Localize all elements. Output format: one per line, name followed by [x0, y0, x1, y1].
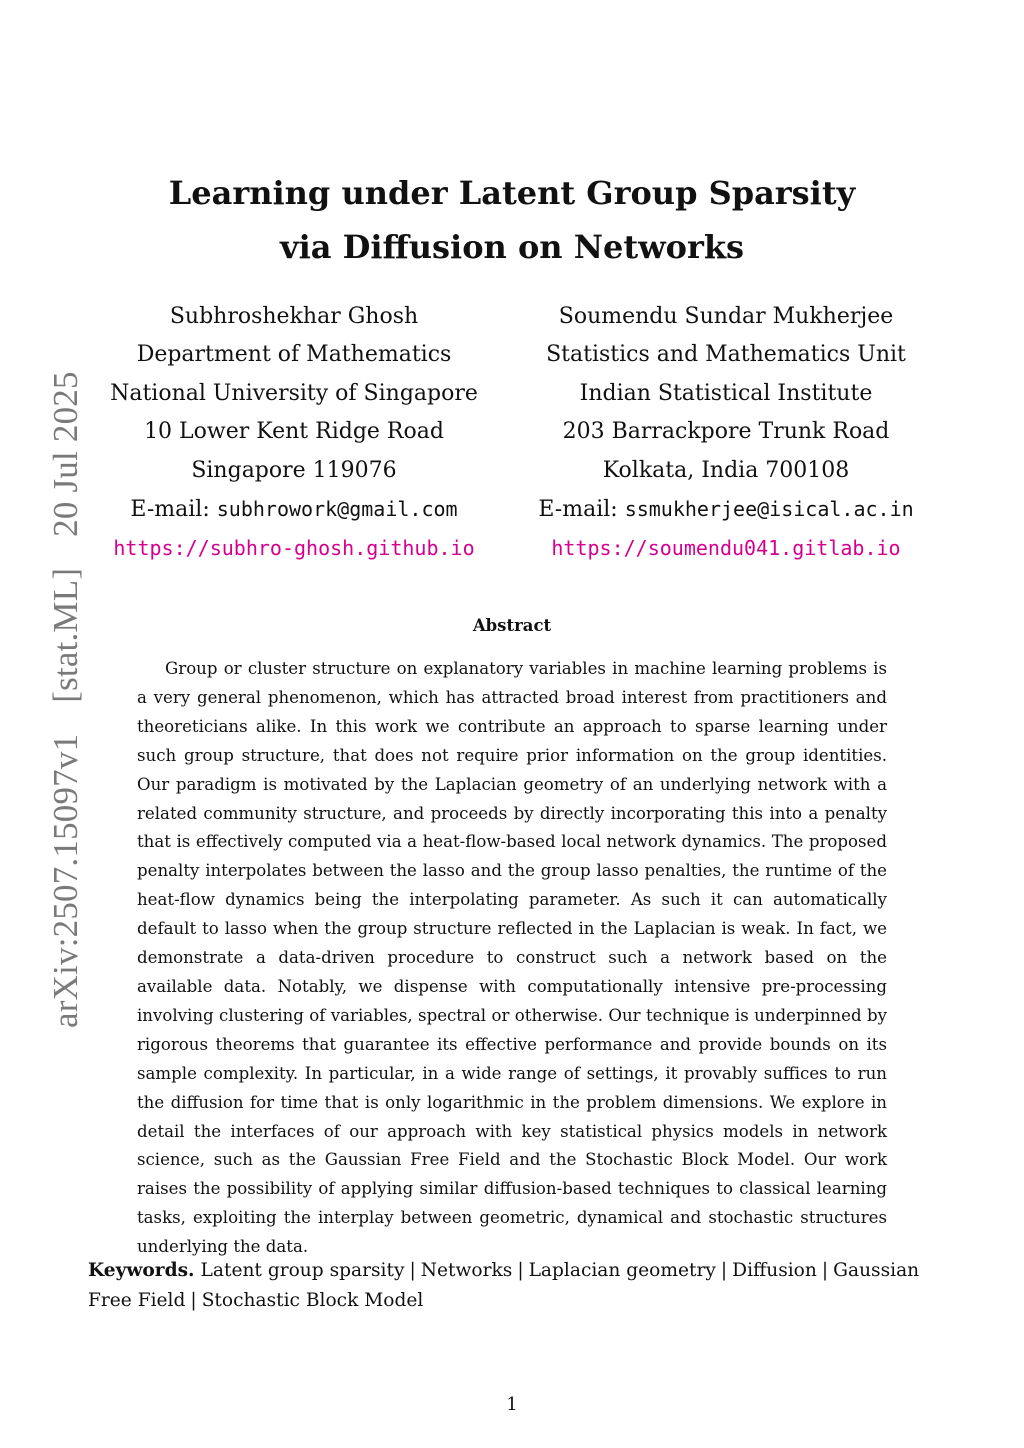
email-label: E-mail: — [130, 497, 210, 523]
author-block-2 — [520, 298, 932, 568]
author-address: 10 Lower Kent Ridge Road — [144, 419, 444, 445]
author-email-line — [96, 490, 492, 529]
author-city: Singapore 119076 — [191, 457, 397, 483]
abstract-heading: Abstract — [472, 616, 552, 635]
abstract-text: Group or cluster structure on explanatory variables in machine learning problems is a very general phenomenon, which has attracted broad interest from practitioners and theoreticians alike. In this work we contribute an approach to sparse learning under such group structure, that does not require prior information on the group identities. Our paradigm is motivated by the Laplacian geometry of an underlying network with a related community structure, and proceeds by directly incorporating this into a penalty that is effectively computed via a heat-flow-based local network dynamics. The proposed penalty interpolates between the lasso and the group lasso penalties, the runtime of the heat-flow dynamics being the interpolating parameter. As such it can automatically default to lasso when the group structure reflected in the Laplacian is weak. In fact, we demonstrate a data-driven procedure to construct such a network based on the available data. Notably, we dispense with computationally intensive pre-processing involving clustering of variables, spectral or otherwise. Our technique is underpinned by rigorous theorems that guarantee its effective performance and provide bounds on its sample complexity. In particular, in a wide range of settings, it provably suffices to run the diffusion for time that is only logarithmic in the problem dimensions. We explore in detail the interfaces of our approach with key statistical physics models in network science, such as the Gaussian Free Field and the Stochastic Block Model. Our work raises the possibility of applying similar diffusion-based techniques to classical learning tasks, exploiting the interplay between geometric, dynamical and stochastic structures underlying the data. — [137, 659, 887, 1257]
arxiv-sidebar-stamp — [46, 349, 86, 1028]
arxiv-id: arXiv:2507.15097v1 — [46, 733, 85, 1028]
author-city: Kolkata, India 700108 — [602, 457, 850, 483]
author-email[interactable]: subhrowork@gmail.com — [216, 497, 458, 522]
author-institution: National University of Singapore — [110, 380, 478, 406]
keyword-item: Diffusion — [732, 1260, 817, 1281]
keyword-separator: | — [409, 1260, 416, 1281]
keyword-item: Stochastic Block Model — [201, 1290, 424, 1311]
author-name: Soumendu Sundar Mukherjee — [558, 304, 894, 329]
title-line-2: via Diffusion on Networks — [279, 228, 745, 266]
keyword-separator: | — [720, 1260, 728, 1281]
arxiv-category: [stat.ML] — [46, 567, 85, 703]
keyword-item: Gaussian Free Field — [88, 1260, 920, 1311]
page-number: 1 — [506, 1394, 518, 1415]
arxiv-date: 20 Jul 2025 — [46, 371, 85, 537]
author-institution: Indian Statistical Institute — [579, 380, 873, 406]
email-label: E-mail: — [538, 497, 618, 523]
author-address: 203 Barrackpore Trunk Road — [562, 419, 890, 445]
author-department: Statistics and Mathematics Unit — [546, 342, 906, 368]
author-email-line — [520, 490, 932, 529]
author-block-1 — [96, 298, 492, 568]
author-department: Department of Mathematics — [136, 342, 452, 368]
keyword-item: Networks — [420, 1260, 513, 1281]
author-name: Subhroshekhar Ghosh — [169, 304, 419, 329]
paper-title — [0, 166, 1024, 274]
keyword-separator: | — [821, 1260, 829, 1281]
keyword-separator: | — [190, 1290, 197, 1311]
keywords-section — [88, 1256, 940, 1316]
keyword-item: Laplacian geometry — [528, 1260, 716, 1281]
author-homepage-link[interactable]: https://subhro-ghosh.github.io — [113, 536, 475, 561]
keyword-separator: | — [517, 1260, 524, 1281]
author-email[interactable]: ssmukherjee@isical.ac.in — [624, 497, 914, 522]
author-homepage-link[interactable]: https://soumendu041.gitlab.io — [551, 536, 901, 561]
title-line-1: Learning under Latent Group Sparsity — [168, 174, 856, 212]
keyword-item: Latent group sparsity — [200, 1260, 405, 1281]
keywords-label: Keywords. — [88, 1260, 195, 1281]
